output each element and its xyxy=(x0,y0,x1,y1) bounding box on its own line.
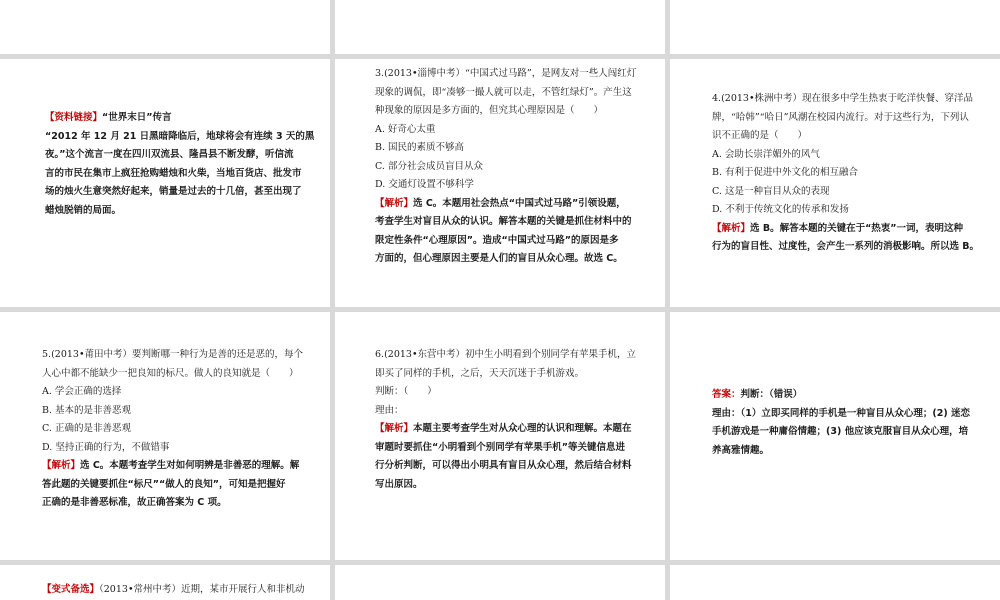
analysis-line: 行为的盲目性、过度性，会产生一系列的消极影响。所以选 B。 xyxy=(712,241,980,252)
option-c: C. 部分社会成员盲目从众 xyxy=(375,160,483,172)
slide-card-top-left xyxy=(0,0,330,54)
analysis-tag: 【解析】 xyxy=(712,222,751,234)
slide-card-bottom-right xyxy=(670,565,1000,600)
question-line: 现象的调侃，即“凑够一撮人就可以走，不管红绿灯”。产生这 xyxy=(375,86,632,98)
option-a: A. 会助长崇洋媚外的风气 xyxy=(712,148,820,160)
option-b: B. 国民的素质不够高 xyxy=(375,142,465,153)
option-b: B. 基本的是非善恶观 xyxy=(42,404,132,416)
analysis-line: 方面的，但心理原因主要是人们的盲目从众心理。故选 C。 xyxy=(375,253,623,264)
slide-card-resource-link xyxy=(0,59,330,307)
paragraph-line: 言的市民在集市上疯狂抢购蜡烛和火柴，当地百货店、批发市 xyxy=(45,167,302,179)
slide-card-answer-6 xyxy=(670,312,1000,560)
paragraph-line: 场的烛火生意突然好起来，销量是过去的十几倍，甚至出现了 xyxy=(45,186,302,197)
paragraph-line: “2012 年 12 月 21 日黑暗降临后，地球将会有连续 3 天的黑 xyxy=(45,130,315,142)
analysis-line: 审题时要抓住“小明看到个别同学有苹果手机”等关键信息进 xyxy=(375,441,625,453)
analysis-tag: 【解析】 xyxy=(42,460,81,471)
question-line: 3.(2013•淄博中考）“中国式过马路”，是网友对一些人闯红灯 xyxy=(375,68,637,79)
answer-tag: 答案： xyxy=(712,389,741,400)
option-b: B. 有利于促进中外文化的相互融合 xyxy=(712,167,859,178)
slide-card-question-5 xyxy=(0,312,330,560)
analysis-line: 正确的是非善恶标准，故正确答案为 C 项。 xyxy=(42,497,227,508)
option-a: A. 好奇心太重 xyxy=(375,123,436,135)
slide-card-question-3 xyxy=(335,59,665,307)
analysis-tag: 【解析】 xyxy=(375,197,414,209)
reason-line: 理由： xyxy=(375,404,404,416)
option-c: C. 这是一种盲目从众的表现 xyxy=(712,185,830,197)
question-line: 人心中都不能缺少一把良知的标尺。做人的良知就是（ ） xyxy=(42,367,299,379)
analysis-first-line: 选 C。本题考查学生对如何明辨是非善恶的理解。解 xyxy=(80,460,300,471)
option-d: D. 不利于传统文化的传承和发扬 xyxy=(712,204,849,215)
slide-card-top-middle xyxy=(335,0,665,54)
analysis-line: 限定性条件“心理原因”。造成“中国式过马路”的原因是多 xyxy=(375,234,619,246)
analysis-first-line: 本题主要考查学生对从众心理的认识和理解。本题在 xyxy=(413,423,632,434)
option-c: C. 正确的是非善恶观 xyxy=(42,423,131,434)
variant-text: （2013•常州中考）近期，某市开展行人和非机动 xyxy=(99,584,305,595)
slide-card-variant xyxy=(0,565,330,600)
question-line: 6.(2013•东营中考）初中生小明看到个别同学有苹果手机，立 xyxy=(375,349,637,360)
answer-line: 理由：（1）立即买同样的手机是一种盲目从众心理；(2) 迷恋 xyxy=(712,407,970,419)
analysis-line: 行分析判断，可以得出小明具有盲目从众心理，然后结合材料 xyxy=(375,460,632,471)
analysis-line: 答此题的关键要抓住“标尺”“做人的良知”，可知是把握好 xyxy=(42,478,286,490)
analysis-first-line: 选 B。解答本题的关键在于“热衷”一词，表明这种 xyxy=(750,222,964,234)
answer-judgement: 判断：（错误） xyxy=(740,389,803,400)
answer-line: 手机游戏是一种庸俗情趣；(3) 他应该克服盲目从众心理，培 xyxy=(712,426,969,437)
slide-card-question-6 xyxy=(335,312,665,560)
analysis-line: 考查学生对盲目从众的认识。解答本题的关键是抓住材料中的 xyxy=(375,216,632,227)
judgement-line: 判断：（ ） xyxy=(375,386,437,397)
analysis-line: 写出原因。 xyxy=(375,478,423,490)
resource-link-title: “世界末日”传言 xyxy=(102,112,172,123)
question-line: 种现象的原因是多方面的，但究其心理原因是（ ） xyxy=(375,105,604,116)
slide-card-top-right xyxy=(670,0,1000,54)
analysis-first-line: 选 C。本题用社会热点“中国式过马路”引领设题， xyxy=(413,197,626,209)
slide-card-bottom-middle xyxy=(335,565,665,600)
option-d: D. 交通灯设置不够科学 xyxy=(375,179,474,190)
option-a: A. 学会正确的选择 xyxy=(42,386,122,397)
question-line: 识不正确的是（ ） xyxy=(712,130,808,141)
question-line: 牌，“哈韩”“哈日”风潮在校园内流行。对于这些行为，下列认 xyxy=(712,111,969,123)
question-line: 4.(2013•株洲中考）现在很多中学生热衷于吃洋快餐、穿洋品 xyxy=(712,93,974,104)
slide-card-question-4 xyxy=(670,59,1000,307)
paragraph-line: 夜。”这个流言一度在四川双流县、隆昌县不断发酵，听信流 xyxy=(45,149,294,160)
answer-line: 养高雅情趣。 xyxy=(712,444,770,456)
analysis-tag: 【解析】 xyxy=(375,423,414,434)
variant-tag: 【变式备选】 xyxy=(42,584,100,595)
question-line: 即买了同样的手机，之后，天天沉迷于手机游戏。 xyxy=(375,367,585,379)
option-d: D. 坚持正确的行为，不做错事 xyxy=(42,441,170,453)
paragraph-line: 蜡烛脱销的局面。 xyxy=(45,204,122,216)
resource-link-tag: 【资料链接】 xyxy=(45,112,103,123)
question-line: 5.(2013•莆田中考）要判断哪一种行为是善的还是恶的，每个 xyxy=(42,349,304,360)
